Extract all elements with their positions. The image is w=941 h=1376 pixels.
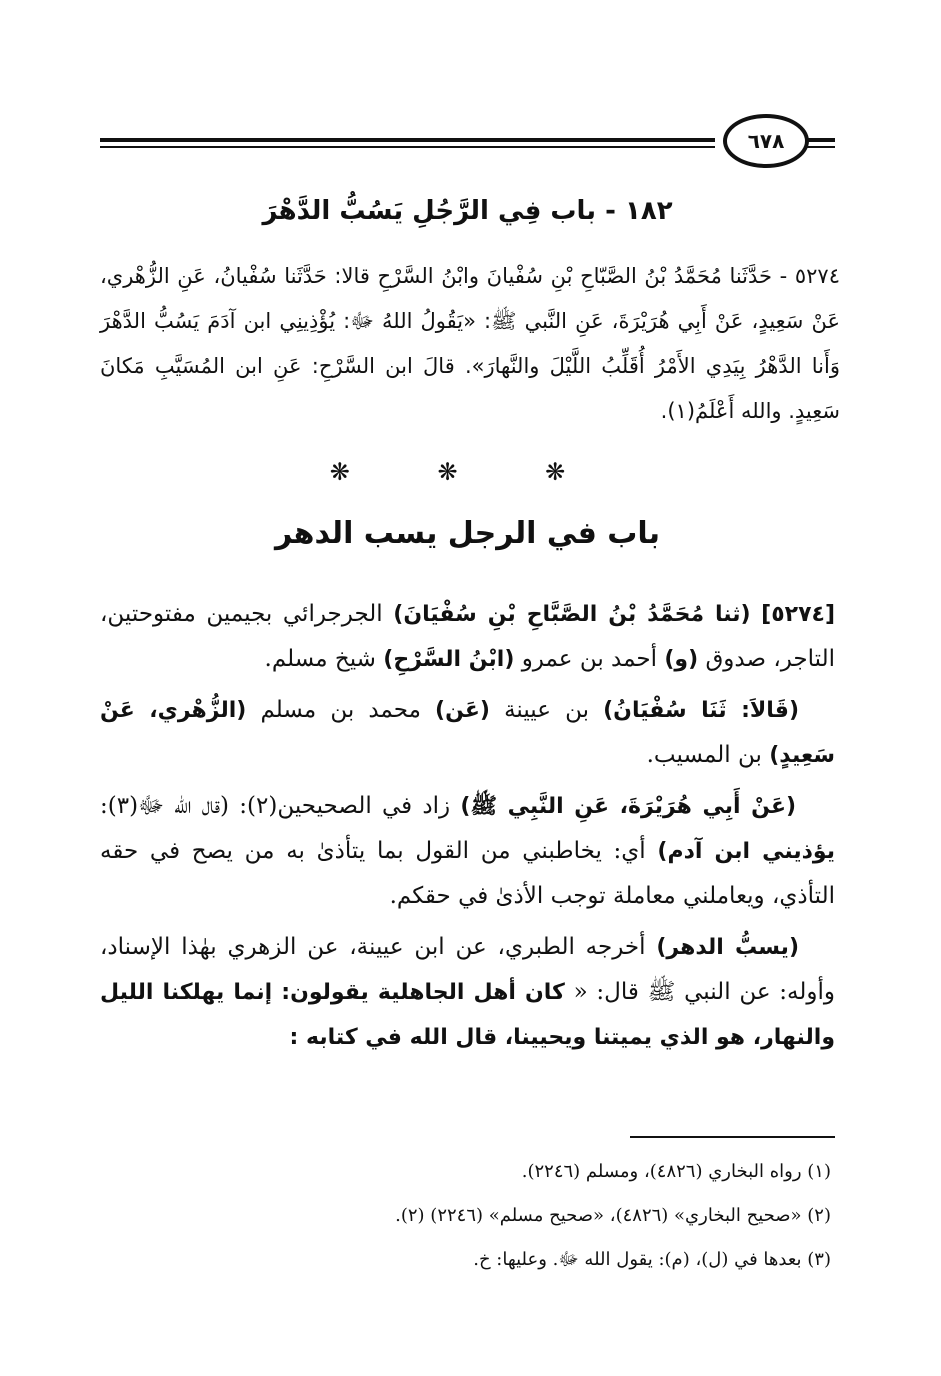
hadith-text [100, 254, 840, 434]
quoted-text: (ابْنُ السَّرْحِ) [383, 647, 515, 672]
explanation-text: أخرجه الطبري، عن ابن عيينة، عن الزهري بهٰذا الإسناد، وأوله: عن النبي ﷺ قال: « [100, 934, 835, 1005]
section-separator: ❋ ❋ ❋ [329, 458, 606, 486]
explanation-text: شيخ مسلم. [264, 646, 376, 672]
footnote-2: (٢) «صحيح البخاري» (٤٨٢٦)، «صحيح مسلم» (٢٢٤٦) (٢). [395, 1205, 831, 1226]
quoted-text: (يسبُّ الدهر) [656, 935, 800, 960]
explanation-text: بن عيينة [504, 697, 589, 723]
explanation-text: محمد بن مسلم [260, 697, 421, 723]
commentary-hadith-number: [٥٢٧٤] [761, 602, 836, 627]
commentary-text [100, 592, 835, 1066]
explanation-text: زاد في الصحيحين(٢): (قال الله ﷻ(٣): [100, 793, 451, 819]
commentary-title: باب في الرجل يسب الدهر [275, 516, 660, 551]
commentary-paragraph-1 [100, 592, 835, 682]
footnote-3: (٣) بعدها في (ل)، (م): يقول الله ﷻ. وعليها: خ. [473, 1249, 831, 1270]
quoted-text: (الزُّهْري، عَنْ سَعِيدٍ) [100, 698, 835, 768]
explanation-text: الجرجرائي بجيمين مفتوحتين، التاجر، صدوق [100, 601, 835, 672]
commentary-paragraph-2 [100, 688, 835, 778]
header-rule-tail-thin [807, 146, 835, 148]
explanation-text: أحمد بن عمرو [521, 646, 658, 672]
footnotes [100, 1150, 835, 1282]
quoted-text: يؤذيني ابن آدم) [657, 839, 835, 864]
explanation-text: بن المسيب. [646, 742, 762, 768]
header-rule-thick [100, 138, 715, 142]
footnote-separator [630, 1136, 835, 1138]
explanation-text: أي: يخاطبني من القول بما يتأذىٰ به من يصح في حقه التأذي، ويعاملني معاملة توجب الأذىٰ في حقكم. [100, 838, 835, 909]
hadith-number: ٥٢٧٤ - [779, 264, 840, 288]
quoted-text: (عَن) [435, 698, 490, 723]
header-rule-tail [807, 138, 835, 142]
footnote-1: (١) رواه البخاري (٤٨٢٦)، ومسلم (٢٢٤٦). [521, 1161, 831, 1182]
quoted-text: (قَالاَ: ثَنَا سُفْيَانُ) [603, 698, 800, 723]
hadith-body: حَدَّثَنا مُحَمَّدُ بْنُ الصَّبّاحِ بْنِ سُفْيانَ وابْنُ السَّرْحِ قالا: حَدَّثَنا سُفْيانُ، عَنِ الزُّهْري، عَنْ سَعِيدٍ، عَنْ أَبِي هُرَيْرَةَ، عَنِ النَّبي ﷺ: «يَقُولُ اللهُ ﷻ: يُؤْذِينِي ابن آدَمَ يَسُبُّ الدَّهْرَ وَأَنا الدَّهْرُ بِيَدِي الأَمْرُ أُقَلِّبُ اللَّيْلَ والنَّهارَ». قالَ ابن السَّرْحِ: عَنِ ابن المُسَيَّبِ مَكانَ سَعِيدٍ. والله أَعْلَمُ(١). [100, 264, 840, 423]
quoted-text: (ثنا مُحَمَّدُ بْنُ الصَّبَّاحِ بْنِ سُفْيَانَ) [393, 602, 751, 627]
header-rule-thin [100, 146, 715, 148]
commentary-paragraph-4 [100, 925, 835, 1060]
quoted-text: (عَنْ أَبِي هُرَيْرَةَ، عَنِ النَّبِي ﷺ) [460, 794, 797, 819]
commentary-paragraph-3 [100, 784, 835, 919]
quoted-text: كان أهل الجاهلية يقولون: إنما يهلكنا الليل والنهار، هو الذي يميتنا ويحيينا، قال الله في كتابه : [100, 980, 835, 1050]
quoted-text: (و) [664, 647, 699, 672]
hadith-paragraph [100, 254, 840, 434]
chapter-title: ١٨٢ - باب فِي الرَّجُلِ يَسُبُّ الدَّهْرَ [262, 196, 673, 226]
header-rule [100, 112, 835, 172]
page-number: ٦٧٨ [723, 114, 809, 168]
